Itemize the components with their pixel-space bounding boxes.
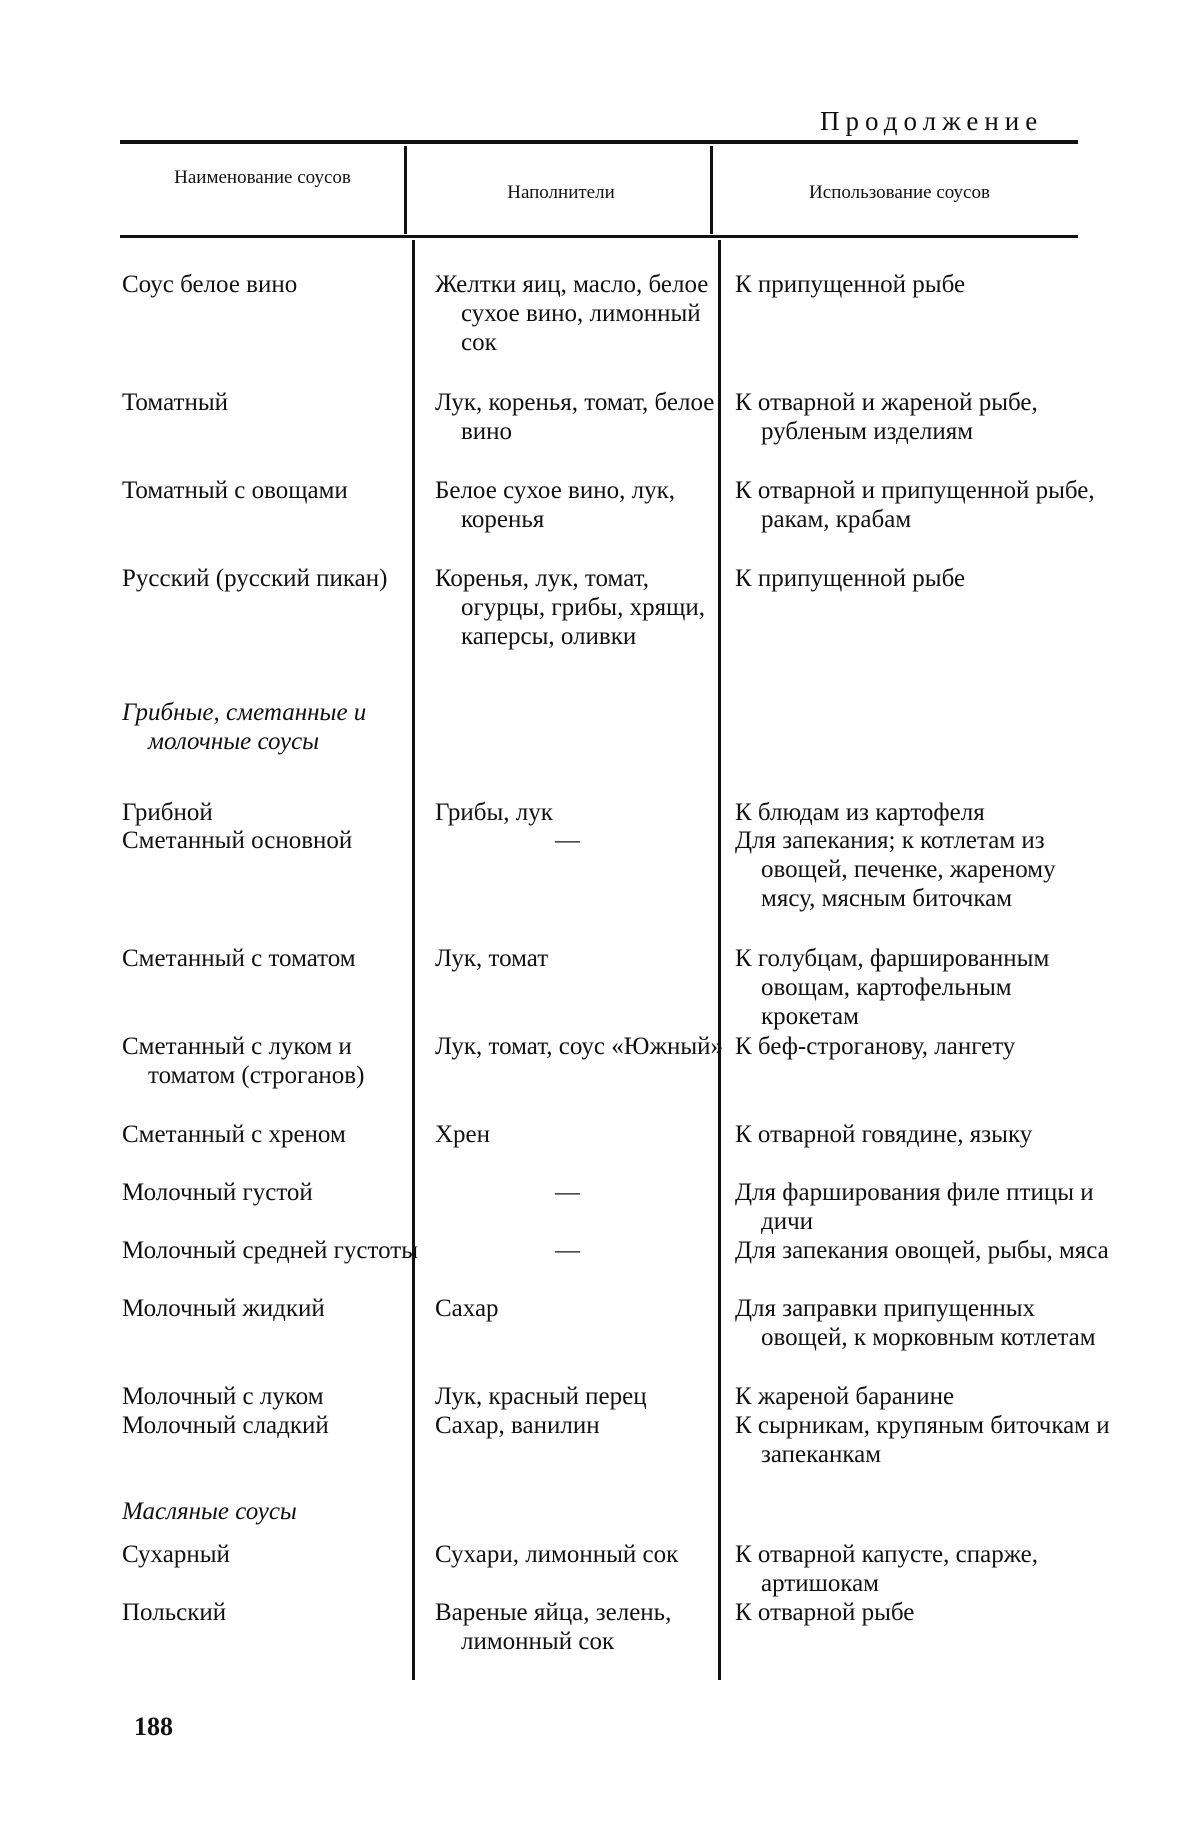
sauce-fillers: Сахар, ванилин xyxy=(435,1412,600,1439)
sauce-fillers: Лук, томат xyxy=(435,945,549,972)
sauce-usage: К припущенной рыбе xyxy=(735,271,966,298)
sauce-fillers: Лук, коренья, томат, белое вино xyxy=(435,389,715,445)
sauce-fillers: — xyxy=(555,1179,580,1206)
sauce-name: Молочный жидкий xyxy=(122,1295,325,1322)
sauce-fillers: Сахар xyxy=(435,1295,499,1322)
sauce-name: Соус белое вино xyxy=(122,271,298,298)
sauce-name: Молочный густой xyxy=(122,1179,313,1206)
sauce-name: Сметанный с томатом xyxy=(122,945,356,972)
sauce-name: Сметанный основной xyxy=(122,827,353,854)
sauce-fillers: Хрен xyxy=(435,1121,491,1148)
column-divider-1 xyxy=(404,146,407,234)
sauce-usage: К отварной капусте, спарже, артишокам xyxy=(735,1541,1038,1597)
sauce-usage: К отварной говядине, языку xyxy=(735,1121,1033,1148)
sauce-usage: К голубцам, фаршированным овощам, картофельным крокетам xyxy=(735,945,1050,1030)
header-bottom-rule xyxy=(120,235,1078,238)
sauce-name: Польский xyxy=(122,1599,227,1626)
sauce-usage: Для фарширования филе птицы и дичи xyxy=(735,1179,1094,1235)
table-top-rule xyxy=(120,140,1078,144)
sauce-usage: К припущенной рыбе xyxy=(735,565,966,592)
sauce-name: Молочный сладкий xyxy=(122,1412,329,1439)
sauce-name: Сметанный с луком и томатом (строганов) xyxy=(122,1033,365,1089)
sauce-fillers: Вареные яйца, зелень, лимонный сок xyxy=(435,1599,672,1655)
sauce-fillers: Желтки яиц, масло, белое сухое вино, лимонный сок xyxy=(435,271,709,356)
sauce-usage: К блюдам из картофеля xyxy=(735,799,985,826)
header-name: Наименование соусов xyxy=(174,167,351,188)
sauce-name: Томатный с овощами xyxy=(122,477,348,504)
header-usage: Использование соусов xyxy=(809,182,990,203)
sauce-name: Грибной xyxy=(122,799,213,826)
sauce-usage: К сырникам, крупяным биточкам и запеканкам xyxy=(735,1412,1110,1468)
sauce-fillers: Белое сухое вино, лук, коренья xyxy=(435,477,675,533)
sauce-fillers: Коренья, лук, томат, огурцы, грибы, хрящи, каперсы, оливки xyxy=(435,565,705,650)
header-fillers: Наполнители xyxy=(507,182,615,203)
sauce-fillers: Лук, томат, соус «Южный» xyxy=(435,1033,724,1060)
sauce-usage: К отварной рыбе xyxy=(735,1599,915,1626)
page-number: 188 xyxy=(134,1712,173,1741)
sauce-fillers: — xyxy=(555,827,580,854)
sauce-name: Сметанный с хреном xyxy=(122,1121,346,1148)
sauce-usage: Для запекания овощей, рыбы, мяса xyxy=(735,1237,1109,1264)
sauce-fillers: Лук, красный перец xyxy=(435,1383,647,1410)
sauce-fillers: — xyxy=(555,1237,580,1264)
section-heading: Грибные, сметанные и молочные соусы xyxy=(122,699,367,755)
sauce-fillers: Грибы, лук xyxy=(435,799,553,826)
sauce-usage: К отварной и жареной рыбе, рубленым изделиям xyxy=(735,389,1038,445)
sauce-name: Молочный с луком xyxy=(122,1383,324,1410)
sauce-usage: Для заправки припущенных овощей, к морковным котлетам xyxy=(735,1295,1096,1351)
sauce-fillers: Сухари, лимонный сок xyxy=(435,1541,679,1568)
sauce-usage: К отварной и припущенной рыбе, ракам, крабам xyxy=(735,477,1095,533)
sauce-name: Томатный xyxy=(122,389,228,416)
section-heading: Масляные соусы xyxy=(122,1498,297,1525)
sauce-usage: К жареной баранине xyxy=(735,1383,955,1410)
page-heading: Продолжение xyxy=(820,106,1044,136)
sauce-name: Русский (русский пикан) xyxy=(122,565,388,592)
sauce-name: Сухарный xyxy=(122,1541,230,1568)
column-divider-2 xyxy=(710,146,713,234)
sauce-name: Молочный средней густоты xyxy=(122,1237,419,1264)
sauce-usage: Для запекания; к котлетам из овощей, печенке, жареному мясу, мясным биточкам xyxy=(735,827,1056,912)
sauce-usage: К беф-строганову, лангету xyxy=(735,1033,1016,1060)
